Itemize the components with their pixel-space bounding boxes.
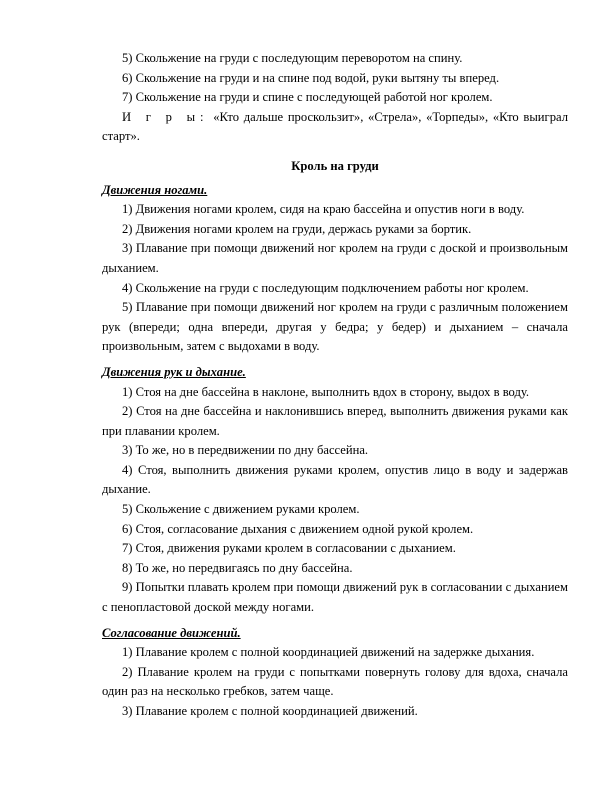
section-title: Кроль на груди — [291, 158, 379, 173]
list-item: 2) Стоя на дне бассейна и наклонившись вперед, выполнить движения руками как при плавании кролем. — [102, 404, 568, 438]
list-item: 1) Плавание кролем с полной координацией движений на задержке дыхания. — [122, 645, 535, 660]
list-item: 7) Скольжение на груди и спине с последующей работой ног кролем. — [122, 90, 493, 105]
subsection-title: Движения рук и дыхание. — [102, 364, 246, 379]
list-item: 5) Скольжение с движением руками кролем. — [122, 502, 360, 517]
list-item: 4) Скольжение на груди с последующим подключением работы ног кролем. — [122, 280, 529, 295]
list-item: 3) То же, но в передвижении по дну бассейна. — [122, 443, 369, 458]
list-item: 6) Скольжение на груди и на спине под водой, руки вытяну ты вперед. — [122, 70, 500, 85]
list-item: 9) Попытки плавать кролем при помощи движений рук в согласовании с дыханием с пенопластовой доской между ногами. — [102, 580, 568, 615]
list-item: 5) Плавание при помощи движений ног кролем на груди с различным положением рук (впереди; одна впереди, другая у бедра; у бедер) и дыханием – сначала произвольным, затем с выдохами в воду. — [102, 300, 568, 354]
games-text: «Кто дальше проскользит», «Стрела», «Торпеды», «Кто выиграл старт». — [102, 109, 568, 144]
list-item: 1) Движения ногами кролем, сидя на краю бассейна и опустив ноги в воду. — [122, 202, 525, 217]
list-item: 8) То же, но передвигаясь по дну бассейна. — [122, 560, 353, 575]
games-paragraph — [102, 108, 568, 147]
games-label: И г р ы: — [122, 109, 209, 124]
list-item: 2) Плавание кролем на груди с попытками повернуть голову для вдоха, сначала один раз на несколько гребков, затем чаще. — [102, 664, 568, 699]
list-item: 4) Стоя, выполнить движения руками кролем, опустив лицо в воду и задержав дыхание. — [102, 462, 568, 497]
list-item: 7) Стоя, движения руками кролем в согласовании с дыханием. — [122, 541, 456, 556]
subsection-title: Движения ногами. — [102, 182, 208, 197]
subsection-title: Согласование движений. — [102, 625, 241, 640]
document-body — [102, 49, 568, 722]
list-item: 5) Скольжение на груди с последующим переворотом на спину. — [122, 51, 463, 65]
list-item: 1) Стоя на дне бассейна в наклоне, выполнить вдох в сторону, выдох в воду. — [122, 384, 530, 399]
list-item: 3) Плавание кролем с полной координацией движений. — [122, 704, 418, 718]
list-item: 2) Движения ногами кролем на груди, держась руками за бортик. — [122, 221, 472, 236]
list-item: 6) Стоя, согласование дыхания с движением одной рукой кролем. — [122, 521, 474, 536]
list-item: 3) Плавание при помощи движений ног кролем на груди с доской и произвольным дыханием. — [102, 241, 568, 275]
